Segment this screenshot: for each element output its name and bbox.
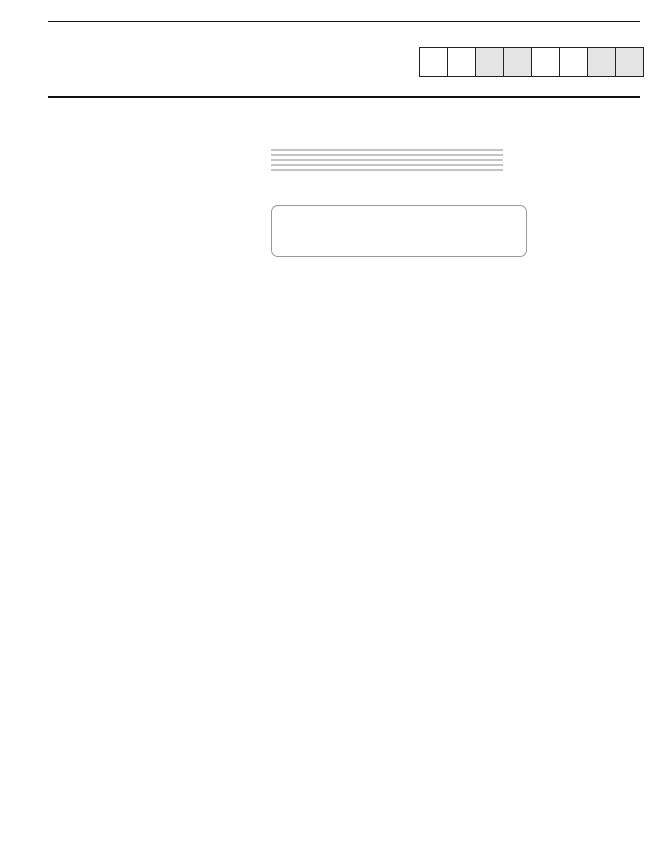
scale-box[interactable] [420,48,448,76]
fingerboard-diagram [60,110,180,276]
scale-box[interactable] [476,48,504,76]
top-rule [48,21,640,22]
top-tip-box [271,205,527,257]
scale-box[interactable] [560,48,588,76]
section-rule [48,96,640,98]
scale-box[interactable] [448,48,476,76]
scale-box[interactable] [504,48,532,76]
scale-box[interactable] [588,48,616,76]
scale-answer-boxes [419,47,644,77]
scale-box[interactable] [532,48,560,76]
key-signature-staff[interactable] [271,148,504,174]
scale-box[interactable] [616,48,643,76]
